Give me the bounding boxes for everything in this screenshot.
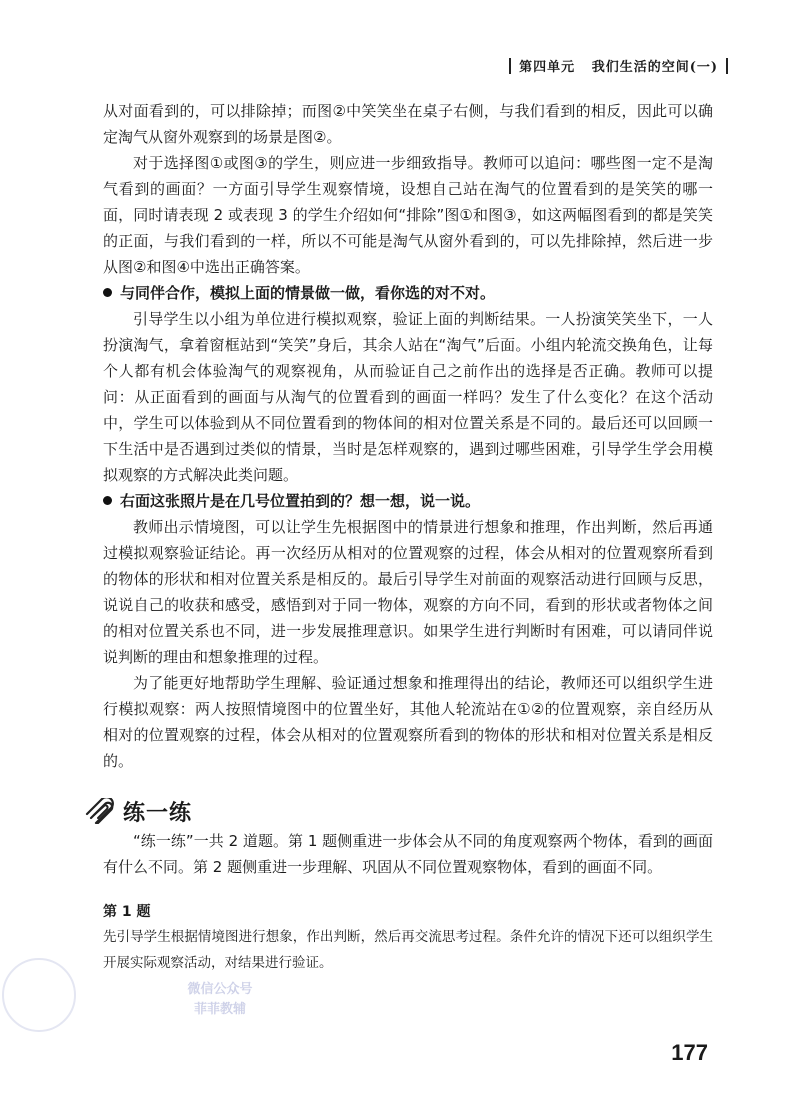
bullet-dot-icon xyxy=(103,496,112,505)
paperclip-icon xyxy=(83,798,117,824)
running-header xyxy=(501,56,736,75)
paragraph-simulation: 引导学生以小组为单位进行模拟观察，验证上面的判断结果。一人扮演笑笑坐下，一人扮演淘气，拿着窗框站到“笑笑”身后，其余人站在“淘气”后面。小组内轮流交换角色，让每个人都有机会体验淘气的观察视角，从而验证自己之前作出的选择是否正确。教师可以提问：从正面看到的画面与从淘气的位置看到的画面一样吗？发生了什么变化？在这个活动中，学生可以体验到从不同位置看到的物体间的相对位置关系是不同的。最后还可以回顾一下生活中是否遇到过类似的情景，当时是怎样观察的，遇到过哪些困难，引导学生学会用模拟观察的方式解决此类问题。 xyxy=(103,310,713,484)
paragraph-guidance: 对于选择图①或图③的学生，则应进一步细致指导。教师可以追问：哪些图一定不是淘气看到的画面？一方面引导学生观察情境，设想自己站在淘气的位置看到的是笑笑的哪一面，同时请表现 2 或表现 3 的学生介绍如何“排除”图①和图③，如这两幅图看到的都是笑笑的正面，与我们看到的一样，所以不可能是淘气从窗外看到的，可以先排除掉，然后进一步从图②和图④中选出正确答案。 xyxy=(103,154,713,276)
paragraph-verification: 为了能更好地帮助学生理解、验证通过想象和推理得出的结论，教师还可以组织学生进行模拟观察：两人按照情境图中的位置坐好，其他人轮流站在①②的位置观察，亲自经历从相对的位置观察的过程，体会从相对的位置观察所看到的物体的形状和相对位置关系是相反的。 xyxy=(103,674,713,770)
header-divider-left xyxy=(509,58,511,74)
watermark-seal xyxy=(2,958,76,1032)
practice-title-text: 练一练 xyxy=(123,800,193,826)
watermark-line-1: 微信公众号 xyxy=(187,982,253,997)
header-title: 我们生活的空间(一) xyxy=(591,60,718,75)
page-number: 177 xyxy=(671,1040,708,1065)
paragraph-continuation: 从对面看到的，可以排除掉；而图②中笑笑坐在桌子右侧，与我们看到的相反，因此可以确定淘气从窗外观察到的场景是图②。 xyxy=(103,102,713,146)
activity-heading-photo xyxy=(103,488,713,514)
question-1-text: 先引导学生根据情境图进行想象，作出判断，然后再交流思考过程。条件允许的情况下还可以组织学生开展实际观察活动，对结果进行验证。 xyxy=(103,929,713,971)
practice-intro: “练一练”一共 2 道题。第 1 题侧重进一步体会从不同的角度观察两个物体，看到的画面有什么不同。第 2 题侧重进一步理解、巩固从不同位置观察物体，看到的画面不同。 xyxy=(103,832,713,876)
activity-heading-simulate xyxy=(103,280,713,306)
bullet-dot-icon xyxy=(103,288,112,297)
header-divider-right xyxy=(726,58,728,74)
activity-heading-simulate-text: 与同伴合作，模拟上面的情景做一做，看你选的对不对。 xyxy=(120,284,496,302)
watermark-line-2: 菲菲教辅 xyxy=(193,1002,246,1017)
header-unit: 第四单元 xyxy=(519,60,576,75)
paragraph-reasoning: 教师出示情境图，可以让学生先根据图中的情景进行想象和推理，作出判断，然后再通过模拟观察验证结论。再一次经历从相对的位置观察的过程，体会从相对的位置观察所看到的物体的形状和相对位置关系是相反的。最后引导学生对前面的观察活动进行回顾与反思，说说自己的收获和感受，感悟到对于同一物体，观察的方向不同，看到的形状或者物体之间的相对位置关系也不同，进一步发展推理意识。如果学生进行判断时有困难，可以请同伴说说判断的理由和想象推理的过程。 xyxy=(103,518,713,666)
watermark xyxy=(150,980,290,1020)
page-body xyxy=(103,98,713,976)
activity-heading-photo-text: 右面这张照片是在几号位置拍到的？想一想，说一说。 xyxy=(120,492,481,510)
practice-section-title xyxy=(83,794,713,828)
question-1-title: 第 1 题 xyxy=(103,904,151,920)
